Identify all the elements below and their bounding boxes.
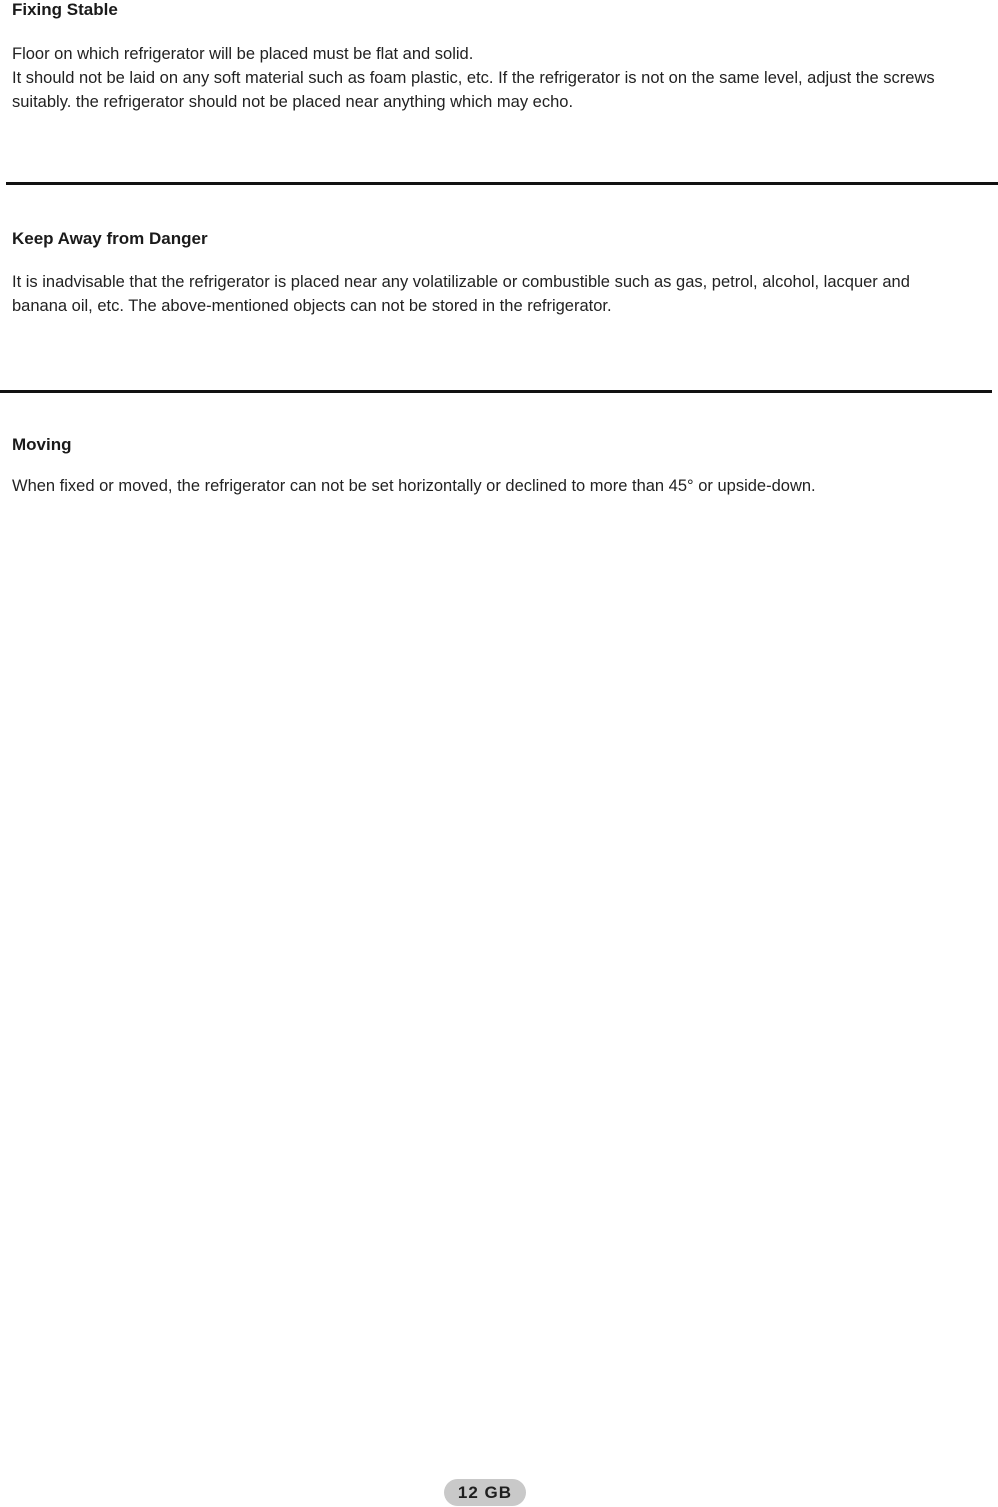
paragraph: When fixed or moved, the refrigerator can not be set horizontally or declined to more than 45° or upside-down.	[12, 477, 816, 495]
section-moving	[12, 435, 978, 498]
section-body	[12, 474, 978, 498]
section-keep-away-from-danger	[12, 229, 978, 318]
section-heading: Keep Away from Danger	[12, 229, 208, 248]
section-fixing-stable	[12, 0, 978, 114]
section-heading: Moving	[12, 435, 72, 454]
section-body	[12, 42, 978, 114]
page-number-badge: 12 GB	[444, 1479, 526, 1506]
section-divider	[6, 182, 998, 185]
section-heading: Fixing Stable	[12, 0, 118, 19]
paragraph: Floor on which refrigerator will be placed must be flat and solid.	[12, 45, 474, 63]
paragraph: It should not be laid on any soft material such as foam plastic, etc. If the refrigerator is not on the same level, adjust the screws suitably. the refrigerator should not be placed near anything which may echo.	[12, 69, 935, 111]
section-body	[12, 270, 978, 318]
section-divider	[0, 390, 992, 393]
paragraph: It is inadvisable that the refrigerator is placed near any volatilizable or combustible such as gas, petrol, alcohol, lacquer and banana oil, etc. The above-mentioned objects can not be stored in the refrigerator.	[12, 273, 910, 315]
